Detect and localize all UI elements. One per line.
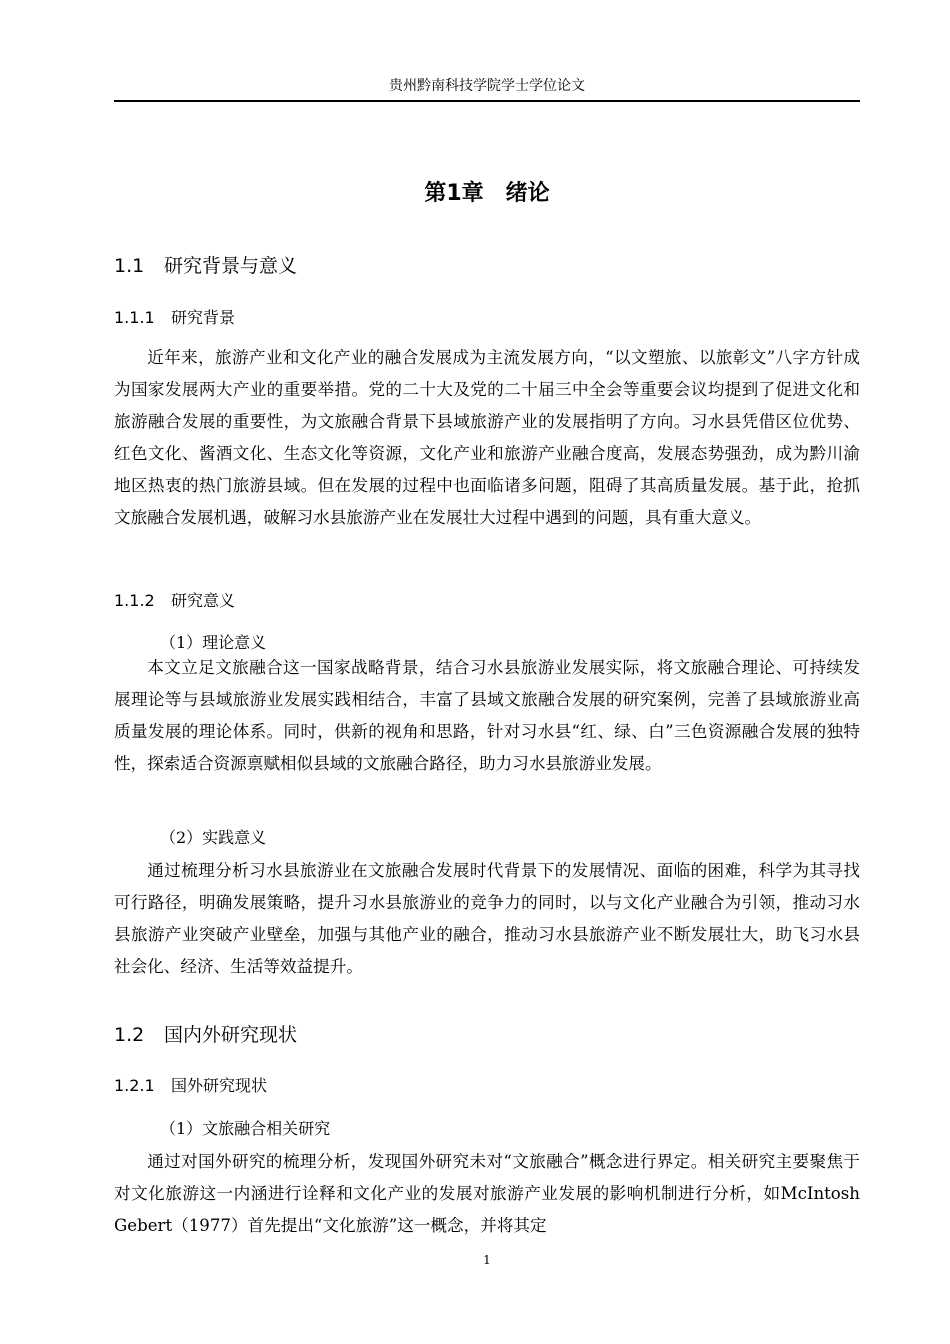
- header-rule: [114, 100, 860, 102]
- subsection-number: 1.2.1: [114, 1076, 155, 1095]
- section-heading-1-2: [114, 1021, 297, 1049]
- chapter-title: 第1章 绪论: [424, 181, 550, 206]
- subsection-heading-1-2-1: [114, 1074, 267, 1098]
- subsection-title: 研究意义: [171, 591, 236, 610]
- foreign-research-paragraph: 通过对国外研究的梳理分析，发现国外研究未对“文旅融合”概念进行界定。相关研究主要聚焦于对文化旅游这一内涵进行诠释和文化产业的发展对旅游产业发展的影响机制进行分析，如McIntosh Gebert（1977）首先提出“文化旅游”这一概念，并将其定: [114, 1152, 860, 1235]
- practice-significance-paragraph: 通过梳理分析习水县旅游业在文旅融合发展时代背景下的发展情况、面临的困难，科学为其寻找可行路径，明确发展策略，提升习水县旅游业的竞争力的同时，以与文化产业融合为引领，推动习水县旅游产业突破产业壁垒，加强与其他产业的融合，推动习水县旅游产业不断发展壮大，助飞习水县社会化、经济、生活等效益提升。: [114, 861, 860, 976]
- subsection-number: 1.1.2: [114, 591, 155, 610]
- theory-significance-label: （1）理论意义: [160, 633, 267, 652]
- practice-significance-label: （2）实践意义: [160, 828, 267, 847]
- section-number: 1.2: [114, 1024, 145, 1046]
- section-number: 1.1: [114, 255, 145, 277]
- subsection-heading-1-1-2: [114, 589, 235, 613]
- section-title: 国内外研究现状: [164, 1024, 298, 1046]
- culture-tourism-research-label: （1）文旅融合相关研究: [160, 1119, 331, 1138]
- section-heading-1-1: [114, 252, 297, 280]
- subsection-heading-1-1-1: [114, 306, 235, 330]
- section-title: 研究背景与意义: [164, 255, 298, 277]
- running-header: 贵州黔南科技学院学士学位论文: [389, 78, 585, 94]
- subsection-title: 国外研究现状: [171, 1076, 268, 1095]
- theory-significance-paragraph: 本文立足文旅融合这一国家战略背景，结合习水县旅游业发展实际，将文旅融合理论、可持续发展理论等与县域旅游业发展实践相结合，丰富了县域文旅融合发展的研究案例，完善了县域旅游业高质量发展的理论体系。同时，供新的视角和思路，针对习水县“红、绿、白”三色资源融合发展的独特性，探索适合资源禀赋相似县域的文旅融合路径，助力习水县旅游业发展。: [114, 658, 860, 773]
- subsection-number: 1.1.1: [114, 308, 155, 327]
- page-number: 1: [483, 1253, 491, 1267]
- research-background-paragraph: 近年来，旅游产业和文化产业的融合发展成为主流发展方向，“以文塑旅、以旅彰文”八字方针成为国家发展两大产业的重要举措。党的二十大及党的二十届三中全会等重要会议均提到了促进文化和旅游融合发展的重要性，为文旅融合背景下县域旅游产业的发展指明了方向。习水县凭借区位优势、红色文化、酱酒文化、生态文化等资源，文化产业和旅游产业融合度高，发展态势强劲，成为黔川渝地区热衷的热门旅游县域。但在发展的过程中也面临诸多问题，阻碍了其高质量发展。基于此，抢抓文旅融合发展机遇，破解习水县旅游产业在发展壮大过程中遇到的问题，具有重大意义。: [114, 348, 860, 527]
- subsection-title: 研究背景: [171, 308, 236, 327]
